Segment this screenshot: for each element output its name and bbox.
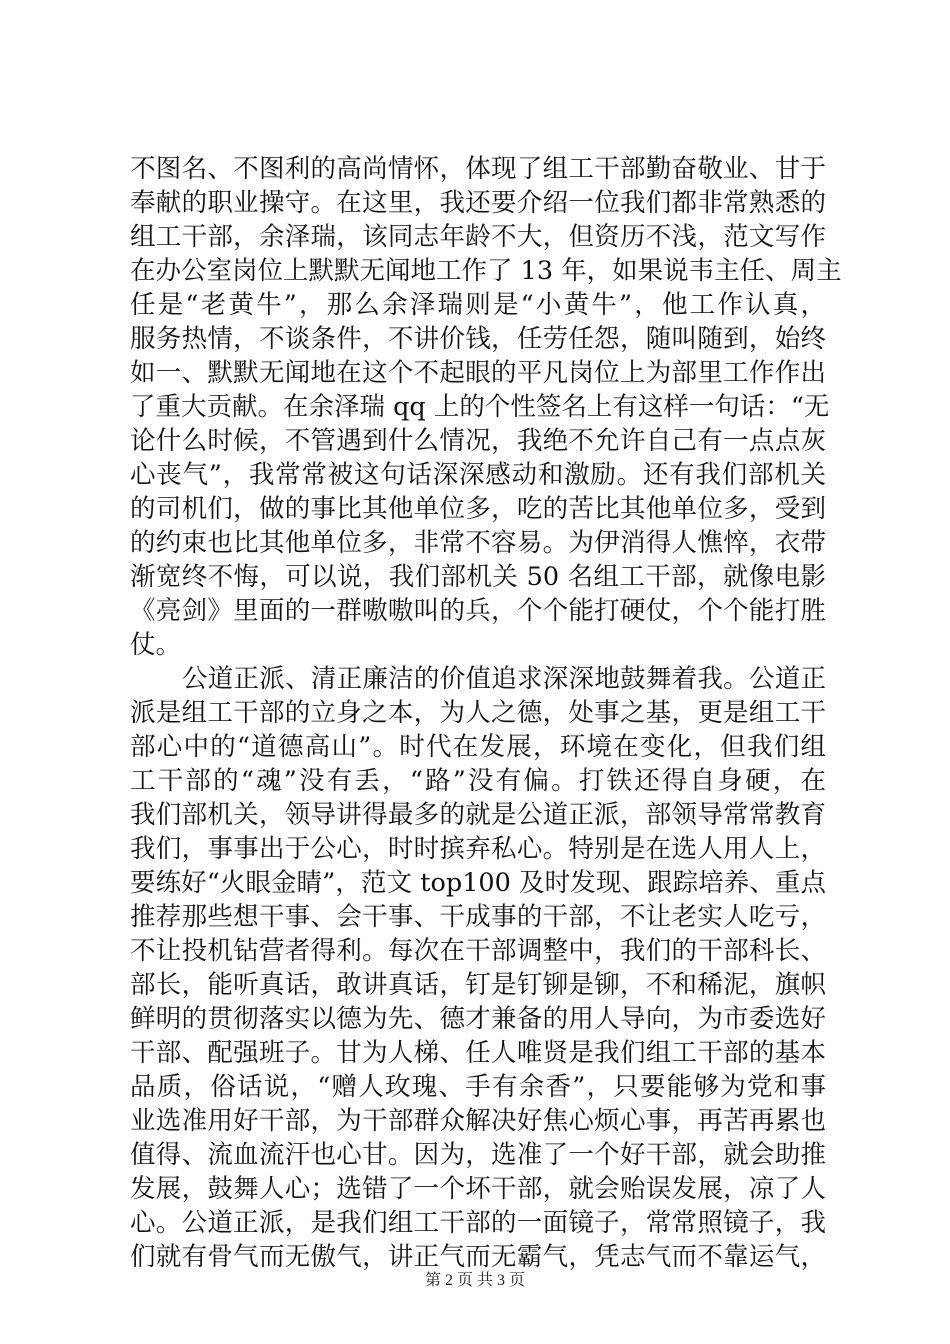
- page-number-label: 第 2 页 共 3 页: [424, 1272, 525, 1289]
- text-line: 不让投机钻营者得利。每次在干部调整中，我们的干部科长、: [130, 936, 826, 966]
- text-line: 要练好“火眼金睛”，范文 top100 及时发现、跟踪培养、重点: [130, 868, 826, 898]
- text-line: 不图名、不图利的高尚情怀，体现了组工干部勤奋敬业、甘于: [130, 154, 826, 184]
- text-line: 推荐那些想干事、会干事、干成事的干部，不让老实人吃亏，: [130, 902, 826, 932]
- text-line: 心。公道正派，是我们组工干部的一面镜子，常常照镜子，我: [130, 1208, 826, 1238]
- text-line: 了重大贡献。在余泽瑞 qq 上的个性签名上有这样一句话：“无: [130, 392, 830, 422]
- text-line: 公道正派、清正廉洁的价值追求深深地鼓舞着我。公道正: [182, 664, 826, 694]
- text-line: 干部、配强班子。甘为人梯、任人唯贤是我们组工干部的基本: [130, 1038, 826, 1068]
- text-line: 鲜明的贯彻落实以德为先、德才兼备的用人导向，为市委选好: [130, 1004, 826, 1034]
- text-line: 奉献的职业操守。在这里，我还要介绍一位我们都非常熟悉的: [130, 188, 826, 218]
- text-line: 的约束也比其他单位多，非常不容易。为伊消得人憔悴，衣带: [130, 528, 826, 558]
- text-line: 值得、流血流汗也心甘。因为，选准了一个好干部，就会助推: [130, 1140, 826, 1170]
- text-line: 组工干部，余泽瑞，该同志年龄不大，但资历不浅，范文写作: [130, 222, 826, 252]
- document-body: [130, 152, 842, 1274]
- text-line: 发展，鼓舞人心；选错了一个坏干部，就会贻误发展，凉了人: [130, 1174, 826, 1204]
- text-line: 渐宽终不悔，可以说，我们部机关 50 名组工干部，就像电影: [130, 562, 826, 592]
- text-line: 服务热情，不谈条件，不讲价钱，任劳任怨，随叫随到，始终: [130, 324, 826, 354]
- text-line: 们就有骨气而无傲气，讲正气而无霸气，凭志气而不靠运气，: [130, 1242, 826, 1272]
- text-line: 仗。: [130, 630, 182, 660]
- text-line: 我们，事事出于公心，时时摈弃私心。特别是在选人用人上，: [130, 834, 826, 864]
- text-line: 我们部机关，领导讲得最多的就是公道正派，部领导常常教育: [130, 800, 826, 830]
- text-line: 《亮剑》里面的一群嗷嗷叫的兵，个个能打硬仗，个个能打胜: [130, 596, 826, 626]
- text-line: 部长，能听真话，敢讲真话，钉是钉铆是铆，不和稀泥，旗帜: [130, 970, 826, 1000]
- text-line: 品质，俗话说，“赠人玫瑰、手有余香”，只要能够为党和事: [130, 1072, 826, 1102]
- text-line: 论什么时候，不管遇到什么情况，我绝不允许自己有一点点灰: [130, 426, 826, 456]
- text-line: 部心中的“道德高山”。时代在发展，环境在变化，但我们组: [130, 732, 826, 762]
- text-line: 在办公室岗位上默默无闻地工作了 13 年，如果说韦主任、周主: [130, 256, 842, 286]
- text-line: 工干部的“魂”没有丢，“路”没有偏。打铁还得自身硬，在: [130, 766, 826, 796]
- text-line: 心丧气”，我常常被这句话深深感动和激励。还有我们部机关: [130, 460, 826, 490]
- text-line: 如一、默默无闻地在这个不起眼的平凡岗位上为部里工作作出: [130, 358, 826, 388]
- text-line: 的司机们，做的事比其他单位多，吃的苦比其他单位多，受到: [130, 494, 826, 524]
- text-line: 业选准用好干部，为干部群众解决好焦心烦心事，再苦再累也: [130, 1106, 826, 1136]
- page-footer: [0, 1271, 950, 1291]
- text-line: 任是“老黄牛”，那么余泽瑞则是“小黄牛”，他工作认真，: [130, 290, 826, 320]
- text-line: 派是组工干部的立身之本，为人之德，处事之基，更是组工干: [130, 698, 826, 728]
